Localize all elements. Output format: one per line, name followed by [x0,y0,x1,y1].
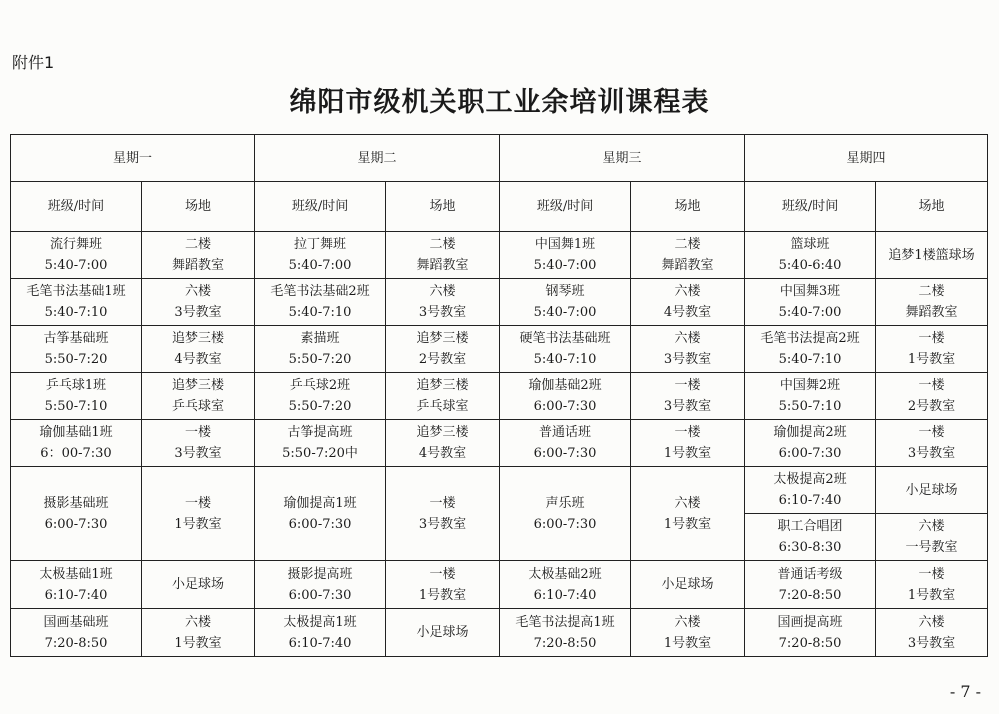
class-name: 钢琴班 [545,284,585,299]
col-header-venue: 场地 [631,182,745,232]
venue-line-1: 六楼 [918,614,945,630]
venue-cell [631,561,745,609]
venue-cell [142,373,255,420]
class-time-cell [11,467,142,561]
col-header-class-time: 班级/时间 [255,182,386,232]
venue-cell [386,561,500,609]
class-name: 中国舞1班 [534,237,596,252]
class-time: 5:40-7:10 [44,305,108,320]
venue-cell [386,279,500,326]
venue-cell [142,420,255,467]
venue-line-2: 4号教室 [418,446,467,461]
venue-line-1: 追梦三楼 [416,425,469,440]
venue-line-1: 二楼 [674,237,701,252]
venue-cell [631,609,745,657]
day-header-row [11,135,988,182]
day-header-mon: 星期一 [11,135,255,182]
venue-line-1: 二楼 [185,237,212,252]
venue-cell [142,609,255,657]
venue-cell [386,232,500,279]
class-time-cell [11,232,142,279]
venue-cell [876,467,988,514]
venue-line-2: 1号教室 [663,635,712,651]
venue-cell [142,279,255,326]
venue-line-2: 一号教室 [905,540,958,555]
class-time-cell [500,279,631,326]
venue-line-1: 一楼 [429,495,456,511]
class-time-cell [500,609,631,657]
venue-line-2: 3号教室 [418,305,467,320]
class-name: 中国舞2班 [779,378,841,393]
class-name: 乒乓球1班 [45,378,107,393]
class-name: 摄影提高班 [287,566,353,582]
venue-line-2: 1号教室 [907,352,956,367]
class-time: 5:40-7:10 [288,305,352,320]
venue-line-2: 乒乓球室 [416,399,469,414]
class-time: 6:10-7:40 [44,587,108,603]
venue-line-1: 六楼 [674,495,701,511]
venue-cell [142,326,255,373]
venue-line-2: 3号教室 [418,516,467,532]
class-name: 素描班 [300,331,340,346]
class-time: 5:50-7:20 [288,399,352,414]
table-row [11,609,988,657]
class-time: 5:40-7:10 [533,352,597,367]
class-time-cell [255,561,386,609]
class-name: 古筝基础班 [43,331,109,346]
venue-line-1: 追梦三楼 [416,378,469,393]
class-time: 5:40-7:00 [288,258,352,273]
table-row [11,561,988,609]
venue-cell [876,373,988,420]
venue-line-2: 舞蹈教室 [416,258,469,273]
class-time: 6:10-7:40 [533,587,597,603]
venue-line-1: 一楼 [918,566,945,582]
venue-line-2: 舞蹈教室 [661,258,714,273]
class-name: 毛笔书法基础1班 [26,284,126,299]
class-time: 6:30-8:30 [778,540,842,555]
venue-line-1: 追梦1楼篮球场 [888,247,975,263]
class-time: 5:50-7:20 [44,352,108,367]
col-header-venue: 场地 [876,182,988,232]
venue-line-2: 3号教室 [663,352,712,367]
class-name: 太极基础1班 [39,566,113,582]
venue-line-1: 六楼 [185,284,212,299]
class-name: 硬笔书法基础班 [519,331,611,346]
table-row [11,420,988,467]
class-time: 6:00-7:30 [778,446,842,461]
venue-line-1: 小足球场 [905,482,958,498]
class-time-cell [11,279,142,326]
class-time: 6:00-7:30 [44,516,108,532]
venue-line-2: 1号教室 [663,446,712,461]
venue-cell [631,232,745,279]
venue-line-1: 六楼 [918,519,945,534]
venue-line-2: 2号教室 [418,352,467,367]
class-name: 瑜伽提高2班 [773,425,847,440]
class-time-cell [745,279,876,326]
venue-line-1: 小足球场 [416,625,469,640]
venue-cell [876,609,988,657]
class-time: 5:50-7:20中 [282,446,358,461]
venue-line-2: 3号教室 [174,305,222,320]
venue-line-2: 1号教室 [663,516,712,532]
venue-line-1: 一楼 [918,331,945,346]
venue-cell [631,467,745,561]
venue-line-1: 六楼 [674,284,701,299]
venue-line-2: 1号教室 [418,587,467,603]
day-header-thu: 星期四 [745,135,988,182]
col-header-venue: 场地 [386,182,500,232]
venue-line-1: 一楼 [185,495,212,511]
venue-line-1: 小足球场 [661,577,714,592]
class-time-cell [500,561,631,609]
venue-cell [876,561,988,609]
venue-line-1: 追梦三楼 [172,331,225,346]
class-time-cell [11,420,142,467]
class-time-cell [745,467,876,514]
class-time-cell [500,326,631,373]
table-row [11,279,988,326]
venue-cell [386,467,500,561]
class-time: 6：00-7:30 [40,446,112,461]
venue-line-1: 小足球场 [172,577,225,592]
class-time-cell [255,373,386,420]
col-header-class-time: 班级/时间 [500,182,631,232]
class-time-cell [255,326,386,373]
venue-cell [631,326,745,373]
venue-line-2: 4号教室 [174,352,222,367]
class-time-cell [255,232,386,279]
venue-line-2: 3号教室 [663,399,712,414]
venue-line-2: 1号教室 [174,516,222,532]
class-time-cell [255,609,386,657]
page-title: 绵阳市级机关职工业余培训课程表 [289,87,710,118]
class-name: 中国舞3班 [779,284,841,299]
venue-cell [876,420,988,467]
class-time-cell [500,232,631,279]
venue-line-1: 追梦三楼 [416,331,469,346]
class-time-cell [11,609,142,657]
class-time-cell [745,609,876,657]
column-header-row [11,182,988,232]
venue-cell [142,232,255,279]
venue-line-1: 六楼 [674,614,701,630]
venue-line-1: 一楼 [918,378,945,393]
venue-cell [142,467,255,561]
class-time-cell [500,373,631,420]
class-time-cell [745,373,876,420]
class-time: 5:40-7:00 [533,258,597,273]
class-name: 古筝提高班 [287,425,353,440]
venue-cell [631,279,745,326]
venue-line-1: 追梦三楼 [172,378,225,393]
class-name: 毛笔书法基础2班 [270,284,370,299]
venue-line-2: 3号教室 [907,446,956,461]
class-time-cell [500,420,631,467]
class-time-cell [500,467,631,561]
class-name: 流行舞班 [49,237,102,252]
venue-line-1: 六楼 [185,614,212,630]
class-name: 太极提高2班 [773,472,847,487]
class-name: 拉丁舞班 [294,237,347,252]
class-time-cell [255,467,386,561]
class-time: 6:00-7:30 [288,587,352,603]
class-time-cell [745,232,876,279]
class-time: 5:50-7:10 [44,399,108,414]
class-name: 瑜伽提高1班 [283,495,357,511]
class-time: 5:40-7:00 [533,305,597,320]
venue-line-1: 六楼 [674,331,701,346]
venue-line-2: 舞蹈教室 [172,258,225,273]
venue-line-2: 4号教室 [663,305,712,320]
class-name: 普通话考级 [777,566,843,582]
class-time: 5:40-7:00 [778,305,842,320]
class-time: 6:00-7:30 [533,516,597,532]
venue-cell [876,514,988,561]
class-time: 5:50-7:20 [288,352,352,367]
class-time-cell [745,514,876,561]
class-name: 瑜伽基础2班 [528,378,602,393]
class-time-cell [11,326,142,373]
class-time-cell [255,420,386,467]
col-header-venue: 场地 [142,182,255,232]
venue-line-2: 乒乓球室 [172,399,225,414]
schedule-body [11,232,988,657]
class-time: 7:20-8:50 [44,635,108,651]
venue-line-2: 2号教室 [907,399,956,414]
table-row [11,326,988,373]
class-time: 7:20-8:50 [533,635,597,651]
venue-cell [386,373,500,420]
class-time-cell [11,373,142,420]
table-row [11,373,988,420]
venue-cell [386,420,500,467]
venue-line-1: 六楼 [429,284,456,299]
class-time-cell [255,279,386,326]
class-time: 7:20-8:50 [778,587,842,603]
class-name: 国画提高班 [777,614,843,630]
venue-line-2: 1号教室 [174,635,222,651]
venue-cell [876,326,988,373]
class-time: 5:50-7:10 [778,399,842,414]
day-header-tue: 星期二 [255,135,500,182]
class-name: 职工合唱团 [777,519,843,534]
venue-line-1: 一楼 [674,378,701,393]
class-time: 6:10-7:40 [288,635,352,651]
venue-cell [876,232,988,279]
venue-line-2: 舞蹈教室 [905,305,958,320]
annex-label: 附件1 [12,53,55,72]
venue-line-2: 3号教室 [907,635,956,651]
class-name: 太极提高1班 [283,614,357,630]
venue-cell [386,609,500,657]
class-time: 5:40-6:40 [778,258,842,273]
class-time: 5:40-7:10 [778,352,842,367]
venue-line-1: 一楼 [185,425,212,440]
venue-line-2: 1号教室 [907,587,956,603]
class-time-cell [745,561,876,609]
class-name: 摄影基础班 [43,495,109,511]
venue-line-1: 一楼 [429,566,456,582]
class-name: 毛笔书法提高1班 [515,614,615,630]
class-name: 声乐班 [545,495,585,511]
venue-cell [631,420,745,467]
col-header-class-time: 班级/时间 [11,182,142,232]
class-time: 6:00-7:30 [533,446,597,461]
venue-cell [142,561,255,609]
class-time-cell [745,326,876,373]
venue-cell [386,326,500,373]
class-name: 太极基础2班 [528,566,602,582]
class-time-cell [11,561,142,609]
table-row [11,232,988,279]
class-time: 7:20-8:50 [778,635,842,651]
day-header-wed: 星期三 [500,135,745,182]
class-name: 瑜伽基础1班 [39,425,113,440]
class-name: 乒乓球2班 [289,378,351,393]
class-time: 6:00-7:30 [533,399,597,414]
class-time: 6:00-7:30 [288,516,352,532]
class-name: 普通话班 [539,425,592,440]
venue-line-1: 二楼 [918,284,945,299]
class-name: 国画基础班 [43,614,109,630]
class-time: 6:10-7:40 [778,493,842,508]
col-header-class-time: 班级/时间 [745,182,876,232]
venue-cell [631,373,745,420]
class-time-cell [745,420,876,467]
class-name: 毛笔书法提高2班 [760,331,860,346]
schedule-table [10,134,988,657]
venue-line-1: 一楼 [674,425,701,440]
class-name: 篮球班 [790,237,830,252]
page-number: - 7 - [949,682,981,701]
table-row [11,467,988,514]
venue-cell [876,279,988,326]
venue-line-2: 3号教室 [174,446,222,461]
venue-line-1: 一楼 [918,425,945,440]
class-time: 5:40-7:00 [44,258,108,273]
venue-line-1: 二楼 [429,237,456,252]
